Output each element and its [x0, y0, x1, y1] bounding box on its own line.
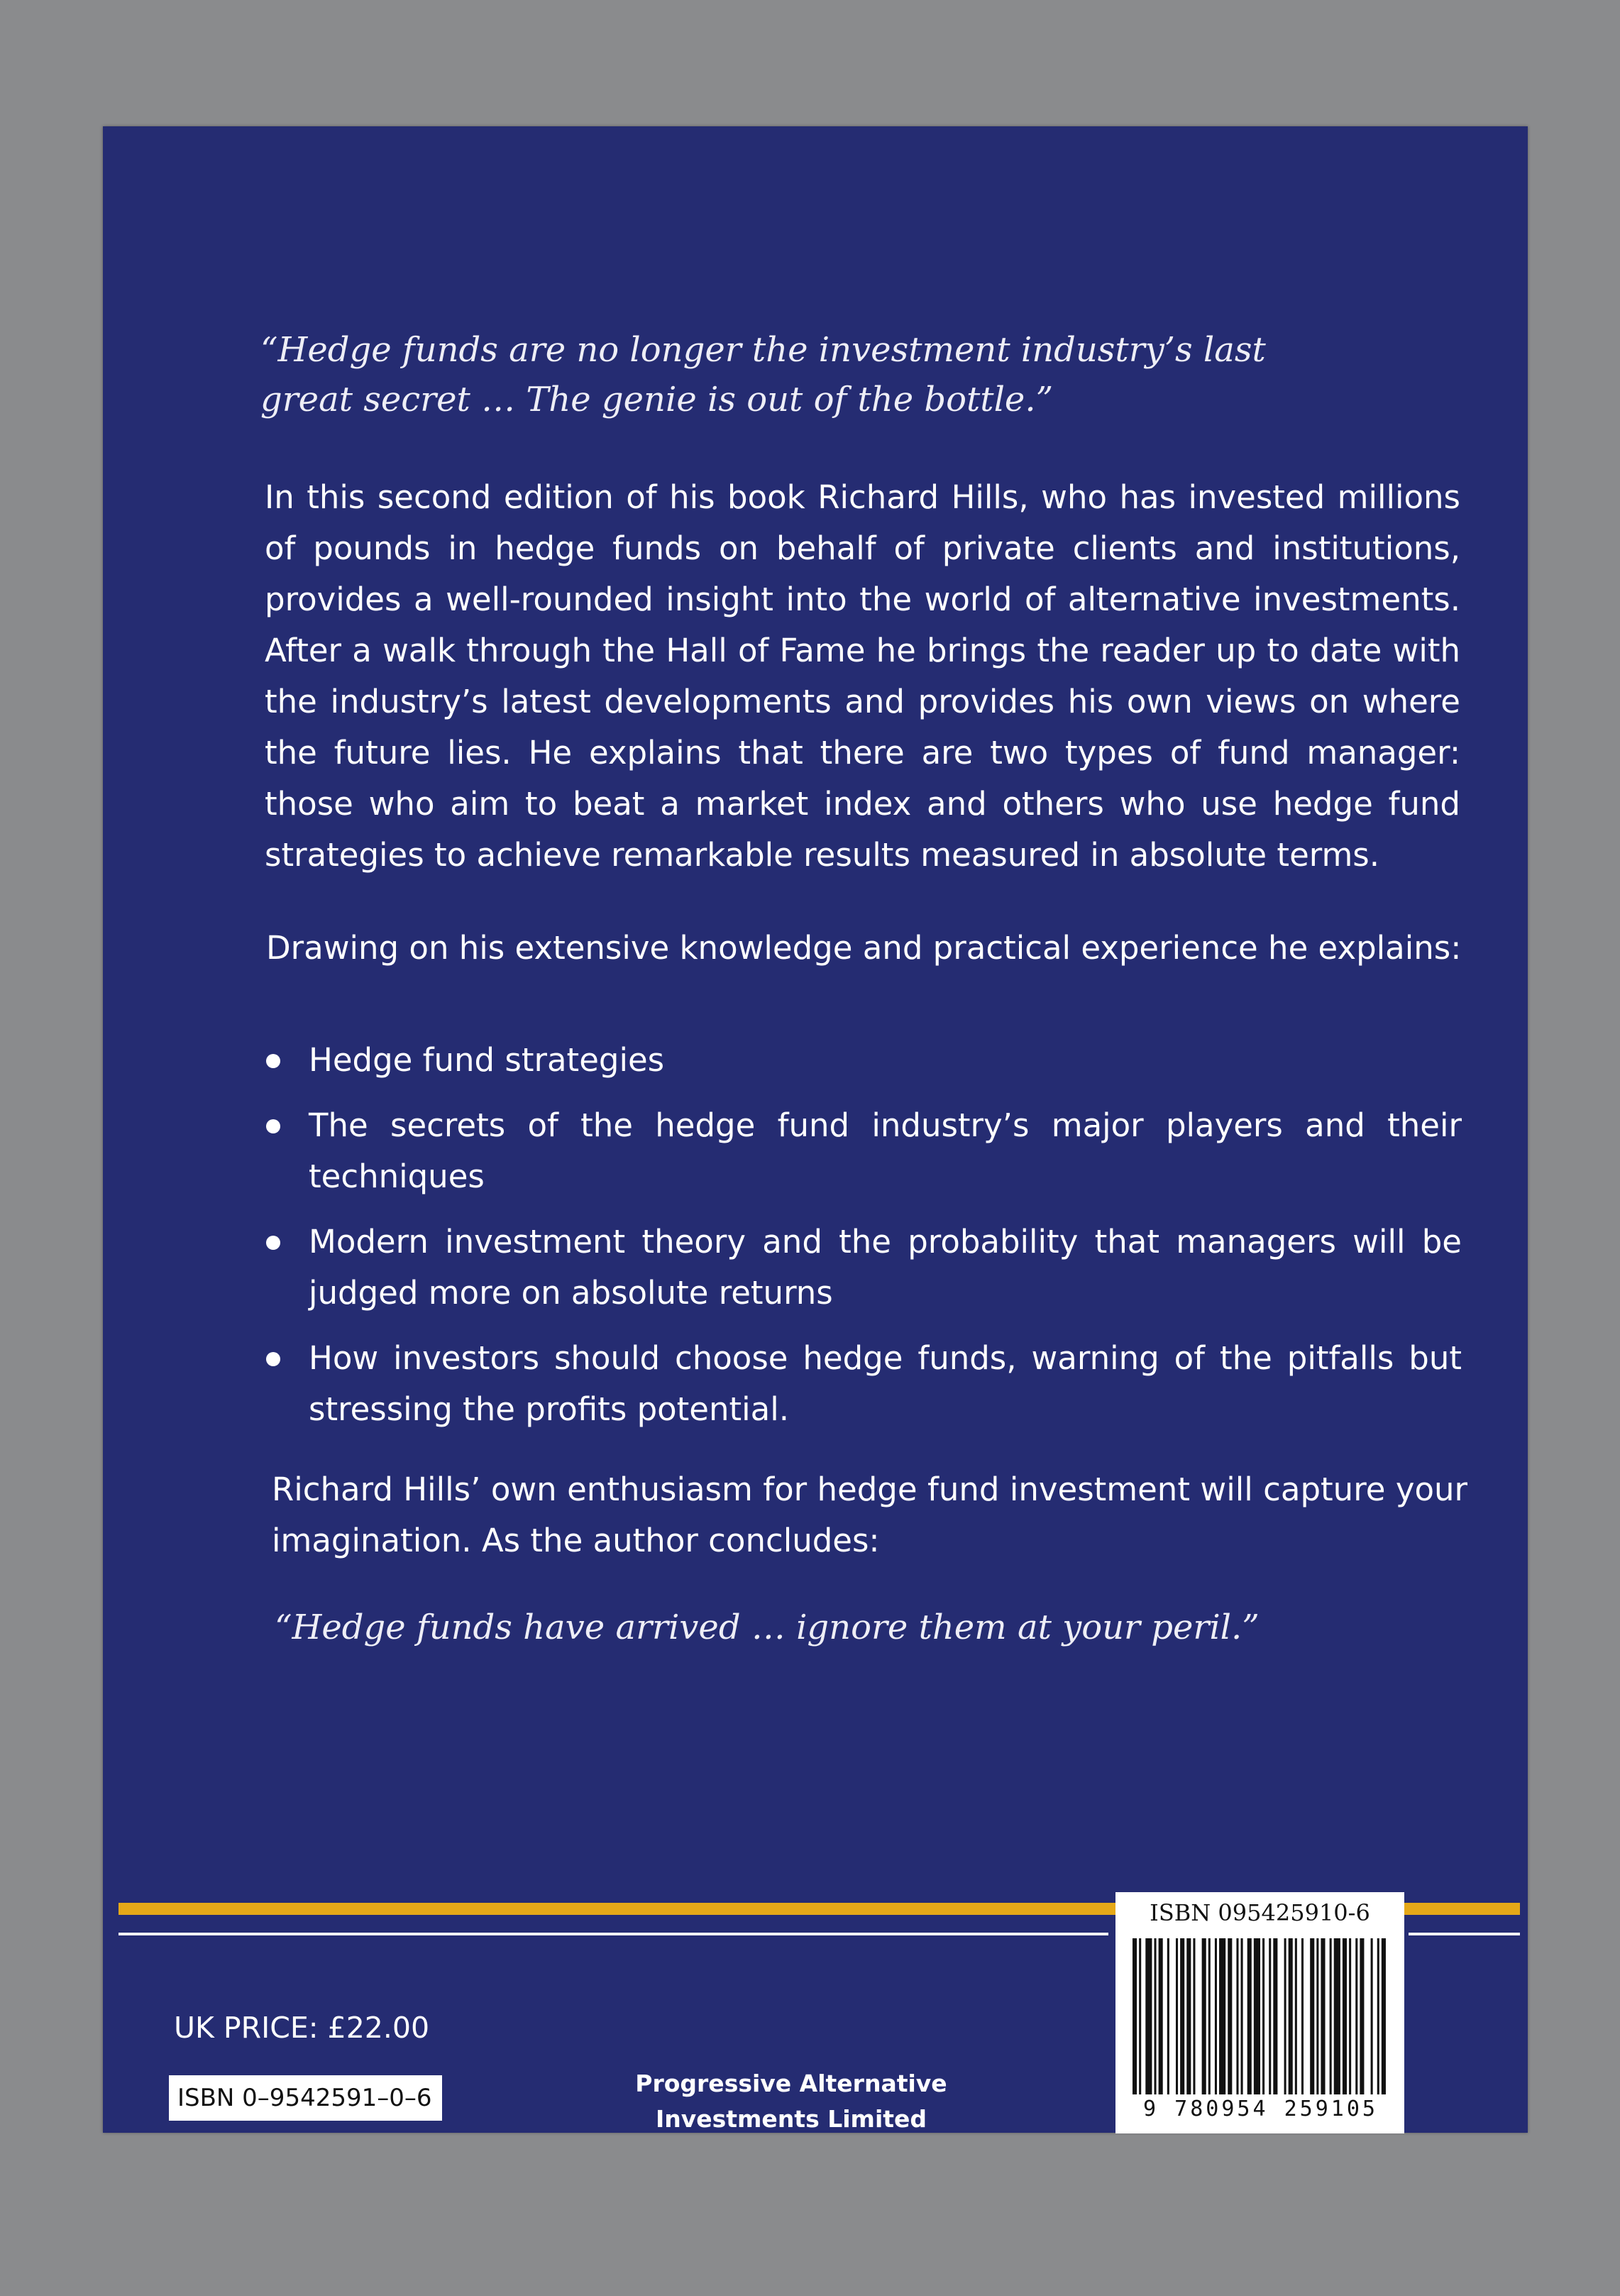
barcode-bar — [1377, 1938, 1379, 2094]
barcode-bar — [1202, 1938, 1206, 2094]
barcode-bar — [1269, 1938, 1271, 2094]
barcode-bar — [1310, 1938, 1314, 2094]
barcode-bar — [1316, 1938, 1318, 2094]
barcode-bar — [1360, 1938, 1364, 2094]
barcode-bar — [1180, 1938, 1184, 2094]
barcode-bar — [1355, 1938, 1357, 2094]
barcode-bar — [1159, 1938, 1163, 2094]
list-item-text: Modern investment theory and the probability that managers will be judged more on absolute returns — [309, 1223, 1462, 1312]
closing-paragraph: Richard Hills’ own enthusiasm for hedge fund investment will capture your imagination. As the author concludes: — [272, 1471, 1467, 1559]
barcode-bar — [1139, 1938, 1141, 2094]
barcode-bar — [1301, 1938, 1304, 2094]
barcode-bar — [1176, 1938, 1178, 2094]
barcode-bar — [1236, 1938, 1238, 2094]
barcode-bar — [1371, 1938, 1373, 2094]
barcode-bar — [1284, 1938, 1286, 2094]
price-label: UK PRICE: £22.00 — [174, 2011, 430, 2045]
bullet-icon — [266, 1236, 280, 1250]
barcode-bar — [1208, 1938, 1211, 2094]
list-item — [266, 1100, 1462, 1202]
barcode-bar — [1215, 1938, 1217, 2094]
barcode-bar — [1145, 1938, 1152, 2094]
bullet-icon — [266, 1119, 280, 1133]
barcode-bar — [1349, 1938, 1351, 2094]
barcode-bar — [1133, 1938, 1137, 2094]
barcode-bar — [1186, 1938, 1191, 2094]
barcode-bar — [1334, 1938, 1340, 2094]
barcode-digits: 9 780954 259105 — [1143, 2097, 1378, 2121]
barcode-bar — [1382, 1938, 1386, 2094]
barcode-bar — [1273, 1938, 1277, 2094]
list-item — [266, 1333, 1462, 1435]
divider-line — [119, 1933, 1108, 1935]
list-item-text: Hedge fund strategies — [309, 1041, 665, 1079]
barcode-bar — [1330, 1938, 1332, 2094]
barcode-bar — [1254, 1938, 1260, 2094]
list-item — [266, 1035, 1462, 1086]
bullet-icon — [266, 1054, 280, 1068]
barcode-bar — [1193, 1938, 1195, 2094]
intro-paragraph: In this second edition of his book Richard Hills, who has invested millions of pounds in hedge funds on behalf of private clients and institutions, provides a well-rounded insight into the world of alternative investments. After a walk through the Hall of Fame he brings the reader up to date with the industry’s latest developments and provides his own views on where the future lies. He explains that there are two types of fund manager: those who aim to beat a market index and others who use hedge fund strategies to achieve remarkable results measured in absolute terms. — [265, 478, 1460, 874]
top-quote: “Hedge funds are no longer the investment industry’s last great secret … The genie is out of the bottle.” — [260, 330, 1266, 419]
barcode-bar — [1262, 1938, 1264, 2094]
barcode-bar — [1289, 1938, 1293, 2094]
list-item-text: How investors should choose hedge funds, warning of the pitfalls but stressing the profits potential. — [309, 1339, 1462, 1428]
barcode-bar — [1321, 1938, 1325, 2094]
barcode-icon — [1133, 1938, 1388, 2094]
book-back-cover — [103, 126, 1528, 2133]
barcode-bar — [1219, 1938, 1225, 2094]
barcode-bar — [1241, 1938, 1243, 2094]
isbn-label: ISBN 0–9542591–0–6 — [169, 2075, 442, 2121]
barcode-isbn-label: ISBN 095425910-6 — [1150, 1899, 1370, 1926]
topics-list — [266, 1035, 1462, 1449]
publisher-name: Progressive Alternative Investments Limited — [635, 2070, 947, 2133]
divider-line — [1409, 1933, 1520, 1935]
lead-in-text: Drawing on his extensive knowledge and practical experience he explains: — [266, 929, 1462, 967]
bottom-quote: “Hedge funds have arrived … ignore them at your peril.” — [275, 1608, 1260, 1647]
barcode-bar — [1295, 1938, 1297, 2094]
barcode-panel — [1115, 1892, 1404, 2133]
barcode-bar — [1167, 1938, 1169, 2094]
barcode-bar — [1228, 1938, 1232, 2094]
bullet-icon — [266, 1352, 280, 1366]
list-item-text: The secrets of the hedge fund industry’s major players and their techniques — [309, 1106, 1462, 1195]
barcode-bar — [1247, 1938, 1252, 2094]
barcode-bar — [1155, 1938, 1157, 2094]
list-item — [266, 1216, 1462, 1319]
barcode-bar — [1343, 1938, 1347, 2094]
